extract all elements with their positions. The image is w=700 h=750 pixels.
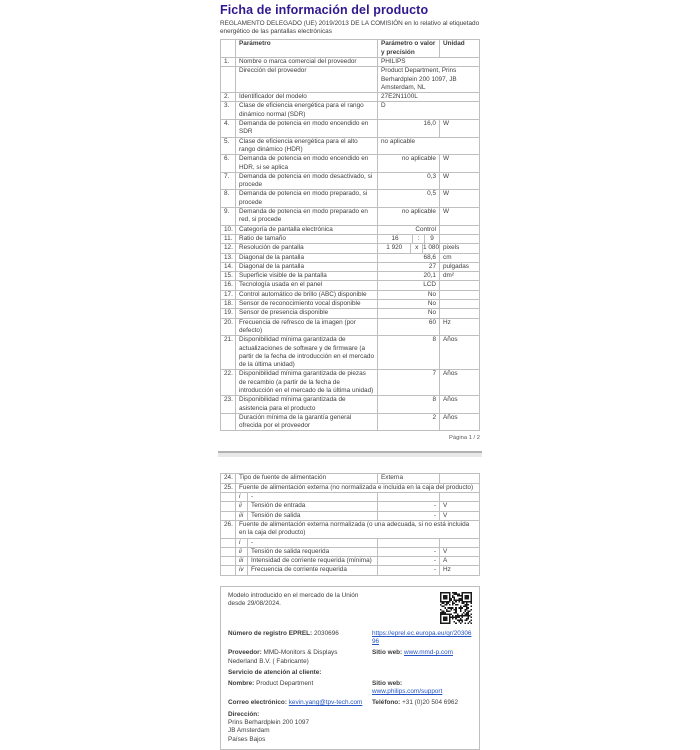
sub-index: i (236, 493, 248, 502)
table-row (221, 474, 480, 483)
table-row (221, 309, 480, 318)
email-label: Correo electrónico: (228, 699, 287, 707)
value-cell: Control (378, 225, 440, 234)
qr-code (440, 592, 472, 624)
table-row (221, 137, 480, 155)
row-number (221, 557, 236, 566)
param-cell: Resolución de pantalla (236, 244, 378, 253)
value-cell: Externa (378, 474, 440, 483)
table-row (221, 120, 480, 138)
param-cell: Disponibilidad mínima garantizada de piezas de recambio (a partir de la fecha de introducción en el mercado de la última unidad) (236, 370, 378, 396)
value-cell: 60 (378, 318, 440, 336)
param-cell: Diagonal de la pantalla (236, 262, 378, 271)
value-cell: No (378, 309, 440, 318)
row-number: 19. (221, 309, 236, 318)
table-row (221, 557, 480, 566)
param-cell: Demanda de potencia en modo encendido en SDR (236, 120, 378, 138)
row-number (221, 413, 236, 431)
param-cell: Clase de eficiencia energética para el alto rango dinámico (HDR) (236, 137, 378, 155)
param-cell: Duración mínima de la garantía general ofrecida por el proveedor (236, 413, 378, 431)
value-cell (378, 538, 440, 547)
unit-cell: cm (440, 253, 480, 262)
address-block (228, 711, 472, 745)
sub-index: i (236, 538, 248, 547)
param-cell: Nombre o marca comercial del proveedor (236, 58, 378, 67)
value-cell: LCD (378, 281, 440, 290)
address-line: Países Bajos (228, 735, 266, 743)
value-cell (378, 493, 440, 502)
page-title: Ficha de información del producto (220, 3, 429, 17)
table-row (221, 547, 480, 556)
row-number (221, 502, 236, 511)
product-info-table (220, 39, 480, 431)
value-cell: 7 (378, 370, 440, 396)
row-number: 1. (221, 58, 236, 67)
sub-index: iii (236, 557, 248, 566)
eprel-label: Número de registro EPREL: (228, 629, 313, 637)
table-row (221, 262, 480, 271)
value-cell: no aplicable (378, 208, 440, 226)
table-row (221, 318, 480, 336)
sub-index: iv (236, 566, 248, 575)
row-number: 25. (221, 483, 236, 492)
param-cell: Dirección del proveedor (236, 67, 378, 93)
table-header-row (221, 40, 480, 58)
value-cell: no aplicable (378, 155, 440, 173)
table-row (221, 208, 480, 226)
row-number (221, 566, 236, 575)
param-cell: Categoría de pantalla electrónica (236, 225, 378, 234)
row-number: 24. (221, 474, 236, 483)
row-number (221, 538, 236, 547)
address-line: JB Amsterdam (228, 727, 270, 735)
value-cell (378, 244, 440, 253)
website-label: Sitio web: (372, 649, 403, 657)
param-cell: Intensidad de corriente requerida (mínima) (248, 557, 378, 566)
row-number: 4. (221, 120, 236, 138)
param-cell: Demanda de potencia en modo preparado, si procede (236, 190, 378, 208)
value-cell: no aplicable (378, 137, 480, 155)
param-cell: - (248, 493, 378, 502)
unit-cell (440, 474, 480, 483)
supplier-website-link[interactable]: www.mmd-p.com (403, 649, 453, 657)
param-cell: Demanda de potencia en modo encendido en HDR, si se aplica (236, 155, 378, 173)
table-row (221, 413, 480, 431)
table-row (221, 396, 480, 414)
param-cell: - (248, 538, 378, 547)
row-number: 7. (221, 172, 236, 190)
header-parameter: Parámetro (236, 40, 378, 58)
name-label: Nombre: (228, 679, 255, 687)
value-cell: - (378, 511, 440, 520)
table-row (221, 244, 480, 253)
value-cell: - (378, 566, 440, 575)
span-cell: Fuente de alimentación externa normalizada (o una adecuada, si no está incluida en la caja del producto) (236, 520, 480, 538)
value-cell: 68,6 (378, 253, 440, 262)
row-number: 10. (221, 225, 236, 234)
row-number: 12. (221, 244, 236, 253)
row-number: 17. (221, 290, 236, 299)
unit-cell: Años (440, 336, 480, 370)
sub-index: iii (236, 511, 248, 520)
email-link[interactable]: kevin.yang@tpv-tech.com (288, 699, 363, 707)
value-cell: 8 (378, 336, 440, 370)
value-cell (378, 234, 440, 243)
unit-cell: Años (440, 413, 480, 431)
table-row (221, 155, 480, 173)
table-row (221, 102, 480, 120)
table-row (221, 234, 480, 243)
table-row (221, 502, 480, 511)
value-cell: - (378, 502, 440, 511)
value-cell: - (378, 547, 440, 556)
value-cell: 0,3 (378, 172, 440, 190)
row-number: 20. (221, 318, 236, 336)
param-cell: Diagonal de la pantalla (236, 253, 378, 262)
row-number: 5. (221, 137, 236, 155)
table-row (221, 281, 480, 290)
row-number: 21. (221, 336, 236, 370)
param-cell: Demanda de potencia en modo desactivado, si procede (236, 172, 378, 190)
value-cell: 16,0 (378, 120, 440, 138)
row-number: 22. (221, 370, 236, 396)
table-row (221, 172, 480, 190)
supplier-label: Proveedor: (228, 649, 262, 657)
row-number: 3. (221, 102, 236, 120)
row-number: 23. (221, 396, 236, 414)
name-value: Product Department (256, 679, 314, 687)
value-part: x (410, 244, 422, 252)
table-row (221, 253, 480, 262)
page-separator (218, 451, 482, 457)
value-cell: 20,1 (378, 272, 440, 281)
table-row (221, 190, 480, 208)
param-cell: Control automático de brillo (ABC) disponible (236, 290, 378, 299)
info-box (220, 586, 480, 750)
value-part: 9 (424, 235, 439, 243)
param-cell: Tipo de fuente de alimentación (236, 474, 378, 483)
power-supply-table (220, 473, 480, 575)
table-row (221, 272, 480, 281)
row-number: 6. (221, 155, 236, 173)
row-number: 11. (221, 234, 236, 243)
param-cell: Identificador del modelo (236, 93, 378, 102)
eprel-number: 2030696 (313, 629, 339, 637)
param-cell: Frecuencia de corriente requerida (248, 566, 378, 575)
table-row (221, 93, 480, 102)
row-number (221, 511, 236, 520)
unit-cell (440, 234, 480, 243)
document-page-2 (220, 473, 480, 750)
row-number: 16. (221, 281, 236, 290)
value-cell: 27 (378, 262, 440, 271)
row-number (221, 547, 236, 556)
span-cell: Fuente de alimentación externa (no normalizada e incluida en la caja del producto) (236, 483, 480, 492)
website-label-2: Sitio web: (372, 679, 403, 687)
value-part: : (412, 235, 424, 243)
table-row (221, 67, 480, 93)
table-row (221, 300, 480, 309)
unit-cell: V (440, 502, 480, 511)
unit-cell (440, 225, 480, 234)
eprel-link[interactable]: https://eprel.ec.europa.eu/qr/2030696 (372, 629, 472, 646)
table-row (221, 336, 480, 370)
value-cell: 2 (378, 413, 440, 431)
row-number: 9. (221, 208, 236, 226)
row-number: 26. (221, 520, 236, 538)
value-cell: No (378, 300, 440, 309)
sub-index: ii (236, 502, 248, 511)
unit-cell (440, 281, 480, 290)
regulation-subtitle: REGLAMENTO DELEGADO (UE) 2019/2013 DE LA COMISIÓN en lo relativo al etiquetado energético de las pantallas electrónicas (220, 20, 480, 36)
table-row (221, 290, 480, 299)
value-cell: 27E2N1100L (378, 93, 480, 102)
unit-cell: W (440, 172, 480, 190)
value-part: 16 (391, 234, 399, 242)
param-cell: Sensor de presencia disponible (236, 309, 378, 318)
unit-cell (440, 290, 480, 299)
param-cell: Disponibilidad mínima garantizada de asistencia para el producto (236, 396, 378, 414)
row-number: 13. (221, 253, 236, 262)
sub-index: ii (236, 547, 248, 556)
support-website-link[interactable]: www.philips.com/support (372, 688, 443, 696)
param-cell: Tecnología usada en el panel (236, 281, 378, 290)
param-cell: Tensión de salida (248, 511, 378, 520)
table-row (221, 566, 480, 575)
unit-cell: Hz (440, 318, 480, 336)
param-cell: Demanda de potencia en modo preparado en red, si procede (236, 208, 378, 226)
unit-cell: V (440, 547, 480, 556)
value-cell: - (378, 557, 440, 566)
table-row (221, 370, 480, 396)
phone-label: Teléfono: (372, 699, 401, 707)
value-cell: 8 (378, 396, 440, 414)
value-cell: Product Department, Prins Berhardplein 200 1097, JB Amsterdam, NL (378, 67, 480, 93)
value-part: 1 080 (423, 244, 439, 252)
unit-cell (440, 300, 480, 309)
unit-cell (440, 493, 480, 502)
param-cell: Tensión de salida requerida (248, 547, 378, 556)
address-line: Prins Berhardplein 200 1097 (228, 718, 310, 726)
document-page-1 (220, 0, 480, 441)
unit-cell (440, 538, 480, 547)
unit-cell: W (440, 190, 480, 208)
unit-cell: pixels (440, 244, 480, 253)
unit-cell: W (440, 120, 480, 138)
row-number: 14. (221, 262, 236, 271)
param-cell: Ratio de tamaño (236, 234, 378, 243)
header-value: Parámetro o valor y precisión (378, 40, 440, 58)
unit-cell: W (440, 208, 480, 226)
unit-cell (440, 309, 480, 318)
param-cell: Superficie visible de la pantalla (236, 272, 378, 281)
table-row (221, 483, 480, 492)
unit-cell: dm² (440, 272, 480, 281)
model-market-date: Modelo introducido en el mercado de la Unión desde 29/08/2024. (228, 591, 359, 607)
unit-cell: A (440, 557, 480, 566)
table-row (221, 511, 480, 520)
unit-cell: Años (440, 370, 480, 396)
value-cell: 0,5 (378, 190, 440, 208)
row-number: 18. (221, 300, 236, 309)
row-number: 15. (221, 272, 236, 281)
param-cell: Disponibilidad mínima garantizada de actualizaciones de software y de firmware (a partir de la fecha de introducción en el mercado de la última unidad) (236, 336, 378, 370)
customer-service-heading: Servicio de atención al cliente: (228, 668, 322, 676)
param-cell: Frecuencia de refresco de la imagen (por defecto) (236, 318, 378, 336)
param-cell: Clase de eficiencia energética para el rango dinámico normal (SDR) (236, 102, 378, 120)
value-cell: PHILIPS (378, 58, 480, 67)
table-row (221, 58, 480, 67)
table-row (221, 493, 480, 502)
row-number: 2. (221, 93, 236, 102)
address-label: Dirección: (228, 710, 260, 718)
page-indicator: Página 1 / 2 (449, 435, 480, 442)
value-cell: No (378, 290, 440, 299)
unit-cell: pulgadas (440, 262, 480, 271)
value-cell: D (378, 102, 480, 120)
phone-value: +31 (0)20 504 6962 (402, 699, 459, 707)
row-number (221, 67, 236, 93)
value-part: 1 920 (386, 244, 403, 252)
table-row (221, 538, 480, 547)
unit-cell: Hz (440, 566, 480, 575)
param-cell: Sensor de reconocimiento vocal disponible (236, 300, 378, 309)
table-row (221, 225, 480, 234)
header-unit: Unidad (440, 40, 480, 58)
unit-cell: W (440, 155, 480, 173)
table-row (221, 520, 480, 538)
header-number (221, 40, 236, 58)
param-cell: Tensión de entrada (248, 502, 378, 511)
unit-cell: V (440, 511, 480, 520)
unit-cell: Años (440, 396, 480, 414)
row-number (221, 493, 236, 502)
supplier-value: MMD-Monitors & Displays Nederland B.V. ( Fabricante) (228, 649, 338, 665)
row-number: 8. (221, 190, 236, 208)
